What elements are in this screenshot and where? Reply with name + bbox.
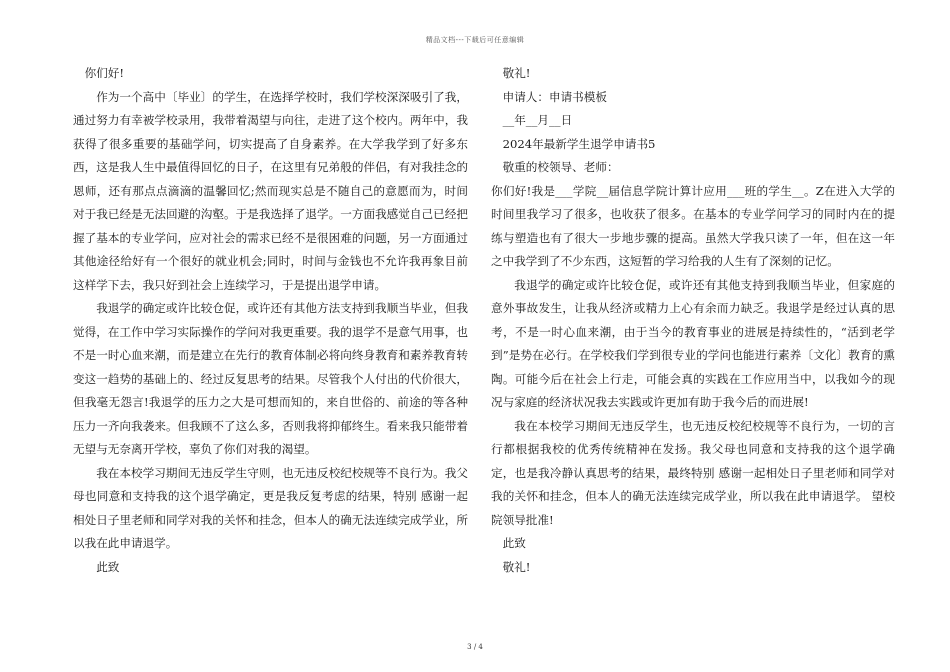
paragraph: 我在本校学习期间无违反学生守则，也无违反校纪校规等不良行为。我父母也同意和支持我的这个退学确定，更是我反复考虑的结果，特别 感谢一起相处日子里老师和同学对我的关怀和挂念，但本人的确无法连续完成学业，所以我在此申请退学。 — [73, 465, 468, 550]
date-line: __年__月__日 — [502, 113, 573, 127]
salute: 敬礼! — [502, 66, 531, 80]
left-column — [73, 62, 468, 579]
applicant-line: 申请人：申请书模板 — [502, 89, 607, 104]
greeting: 你们好! — [84, 66, 125, 80]
closing: 此致 — [96, 559, 120, 574]
right-column — [491, 62, 895, 579]
paragraph: 我在本校学习期间无违反学生，也无违反校纪校规等不良行为，一切的言行都根据我校的优秀传统精神在发扬。我父母也同意和支持我的这个退学确定，也是我冷静认真思考的结果，最终特别 感谢一起相处日子里老师和同学对我的关怀和挂念，但本人的确无法连续完成学业，所以我在此申请退学。 望校院领导批准! — [491, 418, 895, 527]
paragraph: 我退学的确定或许比较仓促，或许还有其他方法支持到我顺当毕业，但我觉得，在工作中学习实际操作的学问对我更重要。我的退学不是意气用事，也不是一时心血来潮，而是建立在先行的教育体制必将向终身教育和素养教育转变这一趋势的基础上的、经过反复思考的结果。尽管我个人付出的代价很大，但我毫无怨言!我退学的压力之大是可想而知的，来自世俗的、前途的等各种压力一齐向我袭来。但我顾不了这么多，否则我将抑郁终生。看来我只能带着无望与无奈离开学校，辜负了你们对我的渴望。 — [73, 301, 468, 456]
salute: 敬礼! — [502, 559, 531, 574]
page-header: 精品文档---下载后可任意编辑 — [425, 36, 525, 44]
paragraph: 作为一个高中〔毕业〕的学生，在选择学校时，我们学校深深吸引了我，通过努力有幸被学校录用，我带着渴望与向往，走进了这个校内。两年中，我获得了很多重要的基础学问，切实提高了自身素养。在大学我学到了好多东西，这是我人生中最值得回忆的日子，在这里有兄弟般的伴侣，有对我挂念的恩师，还有那点点滴滴的温馨回忆;然而现实总是不随自己的意愿而为，时间对于我已经是无法回避的沟壑。于是我选择了退学。一方面我感觉自己已经把握了基本的专业学问，应对社会的需求已经不是很困难的问题，另一方面通过其他途径给好有一个很好的就业机会;同时，时间与金钱也不允许我再象目前这样学下去，我只好到社会上连续学习，于是提出退学申请。 — [73, 89, 468, 292]
paragraph: 我退学的确定或许比较仓促，或许还有其他支持到我顺当毕业，但家庭的意外事故发生，让我从经济或精力上心有余而力缺乏。我退学是经过认真的思考，不是一时心血来潮，由于当今的教育事业的进展是持续性的，“活到老学到”是势在必行。在学校我们学到很专业的学问也能进行素养〔文化〕教育的熏陶。可能今后在社会上行走，可能会真的实践在工作应用当中，以我如今的现况与家庭的经济状况我去实践或许更加有助于我今后的而进展! — [491, 277, 895, 409]
page-number: 3 / 4 — [467, 643, 483, 651]
salutation: 敬重的校领导、老师： — [502, 160, 619, 174]
letter-title: 2024年最新学生退学申请书5 — [502, 136, 656, 151]
closing: 此致 — [502, 536, 526, 550]
paragraph: 你们好!我是___学院__届信息学院计算计应用___班的学生__。Z在进入大学的时间里我学习了很多，也收获了很多。在基本的专业学问学习的同时内在的提练与塑造也有了很大一步地步骤的提高。虽然大学我只读了一年，但在这一年之中我学到了不少东西，这短暂的学习给我的人生有了深刻的记忆。 — [491, 183, 895, 268]
